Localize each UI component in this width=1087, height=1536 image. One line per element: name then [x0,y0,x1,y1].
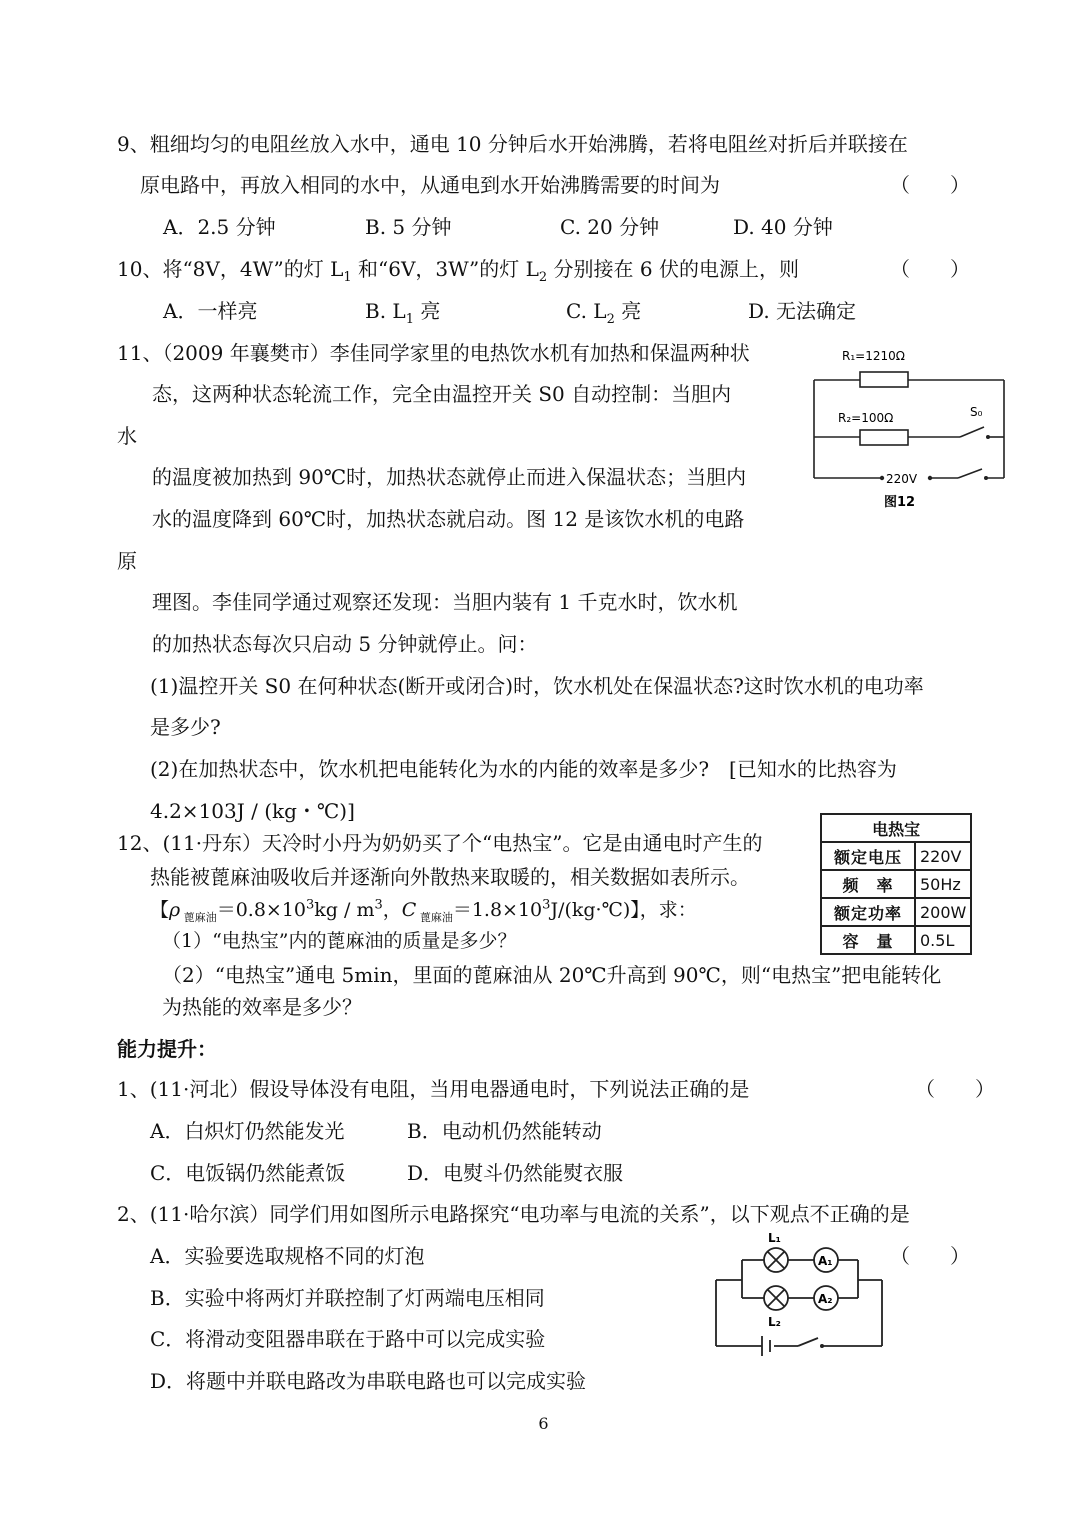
table-row: 容 量 0.5L [821,926,971,954]
q12-line2: 热能被蓖麻油吸收后并逐渐向外散热来取暖的，相关数据如表所示。 [150,865,750,889]
q10-option-d: D. 无法确定 [748,299,857,323]
q9-option-a: A．2.5 分钟 [163,215,276,239]
q12-line1: 12、(11·丹东）天冷时小丹为奶奶买了个“电热宝”。它是由通电时产生的 [117,831,763,855]
fig12-voltage-label: 220V [886,472,918,486]
q11-line4: 的温度被加热到 90℃时，加热状态就停止而进入保温状态；当胆内 [152,465,747,489]
q11-line3: 水 [117,424,137,448]
q9-option-b: B. 5 分钟 [365,215,452,239]
a1-option-d: D．电熨斗仍然能熨衣服 [407,1161,624,1185]
section-heading: 能力提升： [117,1037,217,1061]
fig12-s0-label: S₀ [970,405,983,419]
q9-option-d: D. 40 分钟 [733,215,833,239]
q9-option-c: C. 20 分钟 [560,215,660,239]
q11-line7: 理图。李佳同学通过观察还发现：当胆内装有 1 千克水时，饮水机 [152,590,738,614]
q9-line2: 原电路中，再放入相同的水中，从通电到水开始沸腾需要的时间为 [140,173,720,197]
q11-line2: 态，这两种状态轮流工作，完全由温控开关 S0 自动控制：当胆内 [152,382,732,406]
q11-line9: (1)温控开关 S0 在何种状态(断开或闭合)时，饮水机处在保温状态?这时饮水机的电功率 [150,674,924,698]
table-row: 额定功率 200W [821,898,971,926]
heater-spec-table [820,813,972,955]
page-number: 6 [538,1414,549,1433]
q11-line12: 4.2×103J / (kg・℃)] [150,799,355,823]
figure-12-circuit [808,340,1012,512]
a1-line: 1、(11·河北）假设导体没有电阻，当用电器通电时，下列说法正确的是 [117,1077,750,1101]
q11-line1: 11、（2009 年襄樊市）李佳同学家里的电热饮水机有加热和保温两种状 [117,341,750,365]
q10-line1: 10、将“8V，4W”的灯 $L_1$ 和“6V，3W”的灯 $L_2$ 分别接在 6 伏的电源上，则 [117,257,799,285]
a2-option-d: D．将题中并联电路改为串联电路也可以完成实验 [150,1369,587,1393]
a1-option-c: C．电饭锅仍然能煮饭 [150,1161,346,1185]
q12-line3: 【ρ $_{蓖麻油}=0.8\times 10^3kg / m^3$，C $_{蓖麻油}=1.8\times 10^3J/(kg\cdot℃)$】，求： [150,897,697,924]
a2-ammeter2-label: A₂ [818,1292,833,1306]
q12-line6: 为热能的效率是多少？ [162,995,362,1019]
a2-option-b: B．实验中将两灯并联控制了灯两端电压相同 [150,1286,545,1310]
q11-line6: 原 [117,549,137,573]
a2-option-c: C．将滑动变阻器串联在于路中可以完成实验 [150,1327,546,1351]
q11-line11: (2)在加热状态中，饮水机把电能转化为水的内能的效率是多少? [已知水的比热容为 [150,757,897,781]
fig12-r2-label: R₂=100Ω [838,411,894,425]
table-title: 电热宝 [821,814,971,842]
fig12-caption: 图12 [884,495,916,510]
q10-answer-paren: （ ） [890,257,970,281]
q9-line1: 9、粗细均匀的电阻丝放入水中，通电 10 分钟后水开始沸腾，若将电阻丝对折后并联接在 [117,132,908,156]
a1-option-a: A．白炽灯仍然能发光 [150,1119,345,1143]
q10-option-b: B. $L_1$ 亮 [365,299,441,327]
a2-line: 2、(11·哈尔滨）同学们用如图所示电路探究“电功率与电流的关系”，以下观点不正确的是 [117,1202,910,1226]
q12-line4: （1）“电热宝”内的蓖麻油的质量是多少？ [162,930,517,952]
q11-line5: 水的温度降到 60℃时，加热状态就启动。图 12 是该饮水机的电路 [152,507,745,531]
a2-answer-paren: （ ） [890,1244,970,1268]
q10-option-a: A．一样亮 [163,299,258,323]
table-row: 额定电压 220V [821,842,971,870]
a1-answer-paren: （ ） [915,1077,995,1101]
a2-parallel-circuit [710,1228,888,1360]
a2-ammeter1-label: A₁ [818,1254,833,1268]
q12-line5: （2）“电热宝”通电 5min，里面的蓖麻油从 20℃升高到 90℃，则“电热宝”把电能转化 [162,963,942,987]
a2-l1-label: L₁ [768,1231,781,1245]
a2-l2-label: L₂ [768,1315,781,1329]
a2-option-a: A．实验要选取规格不同的灯泡 [150,1244,425,1268]
q9-answer-paren: （ ） [890,173,970,197]
a1-option-b: B．电动机仍然能转动 [407,1119,602,1143]
q11-line8: 的加热状态每次只启动 5 分钟就停止。问： [152,632,538,656]
table-row: 频 率 50Hz [821,870,971,898]
q11-line10: 是多少? [150,715,221,739]
fig12-r1-label: R₁=1210Ω [842,349,905,363]
q10-option-c: C. $L_2$ 亮 [566,299,642,327]
